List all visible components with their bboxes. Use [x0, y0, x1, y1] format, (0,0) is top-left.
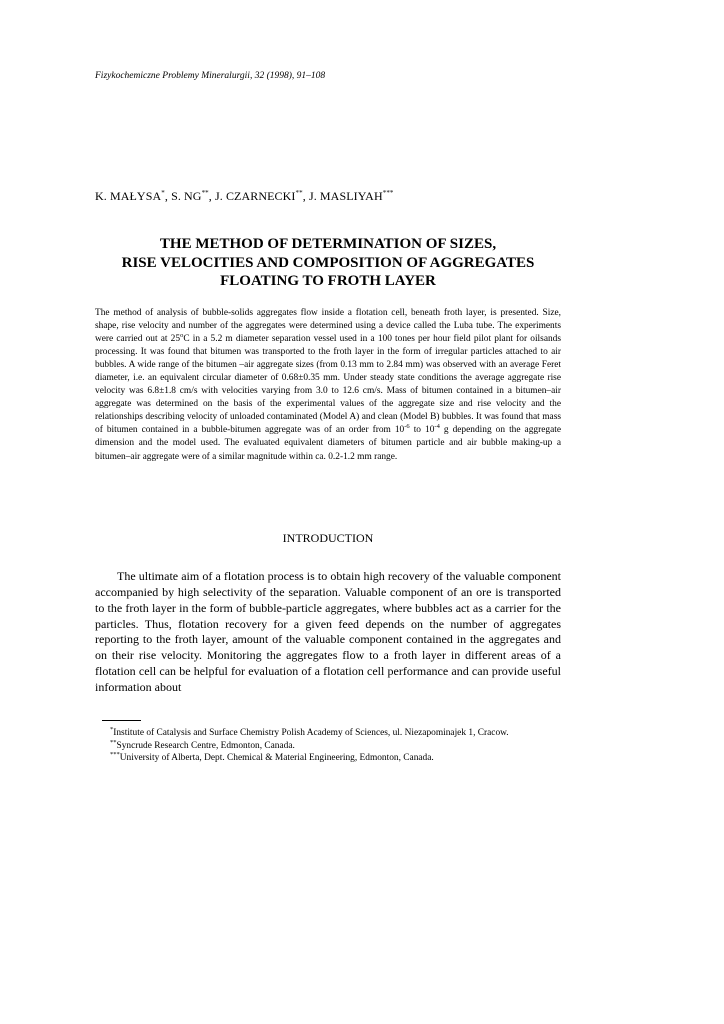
footnote-mark: * — [110, 725, 114, 733]
journal-citation: Fizykochemiczne Problemy Mineralurgii, 32 (1998), 91–108 — [95, 71, 326, 81]
footnote-text: Institute of Catalysis and Surface Chemistry Polish Academy of Sciences, ul. Niezapominajek 1, Cracow. — [113, 728, 509, 738]
affiliation-mark: * — [161, 189, 165, 197]
author-list: K. MAŁYSA*, S. NG**, J. CZARNECKI**, J. MASLIYAH*** — [95, 189, 394, 203]
introduction-body — [95, 569, 561, 696]
title-line: FLOATING TO FROTH LAYER — [220, 273, 436, 289]
abstract-segment: g depending on the aggregate dimension and the model used. The evaluated equivalent diameters of bitumen particle and air bubble making-up a bitumen–air aggregate were of a similar magnitude within ca. 0.2-1.2 mm range. — [95, 425, 561, 462]
abstract-text — [95, 307, 561, 464]
footnote-mark: *** — [110, 750, 120, 758]
title-line: THE METHOD OF DETERMINATION OF SIZES, — [159, 236, 497, 252]
author-name: J. MASLIYAH — [308, 189, 383, 203]
affiliation-mark: ** — [295, 189, 303, 197]
paper-title — [95, 235, 561, 291]
affiliation-mark: *** — [382, 189, 394, 197]
abstract-segment: C in a 5.2 m diameter separation vessel used in a 100 tones per hour field pilot plant for oilsands processing. It was found that bitumen was transported to the froth layer in the form of irregular particles attached to air bubbles. A wide range of the bitumen –air aggregate sizes (from 0.13 mm to 2.84 mm) was observed with an average Feret diameter, i.e. an equivalent circular diameter of 0.68±0.35 mm. Under steady state conditions the average aggregate rise velocity was 6.8±1.8 cm/s with velocities varying from 3.0 to 12.6 cm/s. Mass of bitumen contained in a bitumen–air aggregate was determined on the basis of the experimental values of the aggregate size and rise velocity and the relationships describing velocity of unloaded contaminated (Model A) and clean (Model B) bubbles. It was found that mass of bitumen contained in a bubble-bitumen aggregate was of an order from 10 — [95, 334, 561, 436]
exponent: -4 — [434, 423, 440, 431]
footnote-item — [95, 727, 561, 740]
footnote-text: Syncrude Research Centre, Edmonton, Canada. — [116, 740, 295, 751]
footnote-item — [95, 740, 561, 753]
footnote-divider — [102, 720, 141, 721]
footnote-mark: ** — [110, 738, 117, 746]
abstract-segment: The method of analysis of bubble-solids aggregates flow inside a flotation cell, beneath froth layer, is presented. Size, shape, rise velocity and number of the aggregates were determined using a device called the Luba tube. The experiments were carried out at 25 — [95, 308, 561, 345]
abstract — [95, 307, 561, 464]
body-paragraph: The ultimate aim of a flotation process is to obtain high recovery of the valuable component accompanied by high selectivity of the separation. Valuable component of an ore is transported to the froth layer in the form of bubble-particle aggregates, where bubbles act as a carrier for the particles. Thus, flotation recovery for a given feed depends on the number of aggregates reporting to the froth layer, amount of the valuable component contained in the aggregates and on their rise velocity. Monitoring the aggregates flow to a froth layer in different areas of a flotation cell can be helpful for evaluation of a flotation cell performance and can provide useful information about — [95, 569, 561, 694]
footnotes — [95, 727, 561, 765]
author-name: J. CZARNECKI — [214, 189, 296, 203]
footnote-text: University of Alberta, Dept. Chemical & Material Engineering, Edmonton, Canada. — [119, 753, 434, 763]
author-name: S. NG — [171, 189, 202, 203]
section-heading-introduction: INTRODUCTION — [282, 531, 374, 545]
footnote-item — [95, 752, 561, 765]
author-name: K. MAŁYSA — [95, 189, 162, 203]
degree-superscript: o — [180, 331, 184, 339]
abstract-segment: to 10 — [409, 425, 435, 436]
affiliation-mark: ** — [201, 189, 209, 197]
title-line: RISE VELOCITIES AND COMPOSITION OF AGGREGATES — [121, 254, 535, 271]
exponent: -6 — [404, 423, 410, 431]
